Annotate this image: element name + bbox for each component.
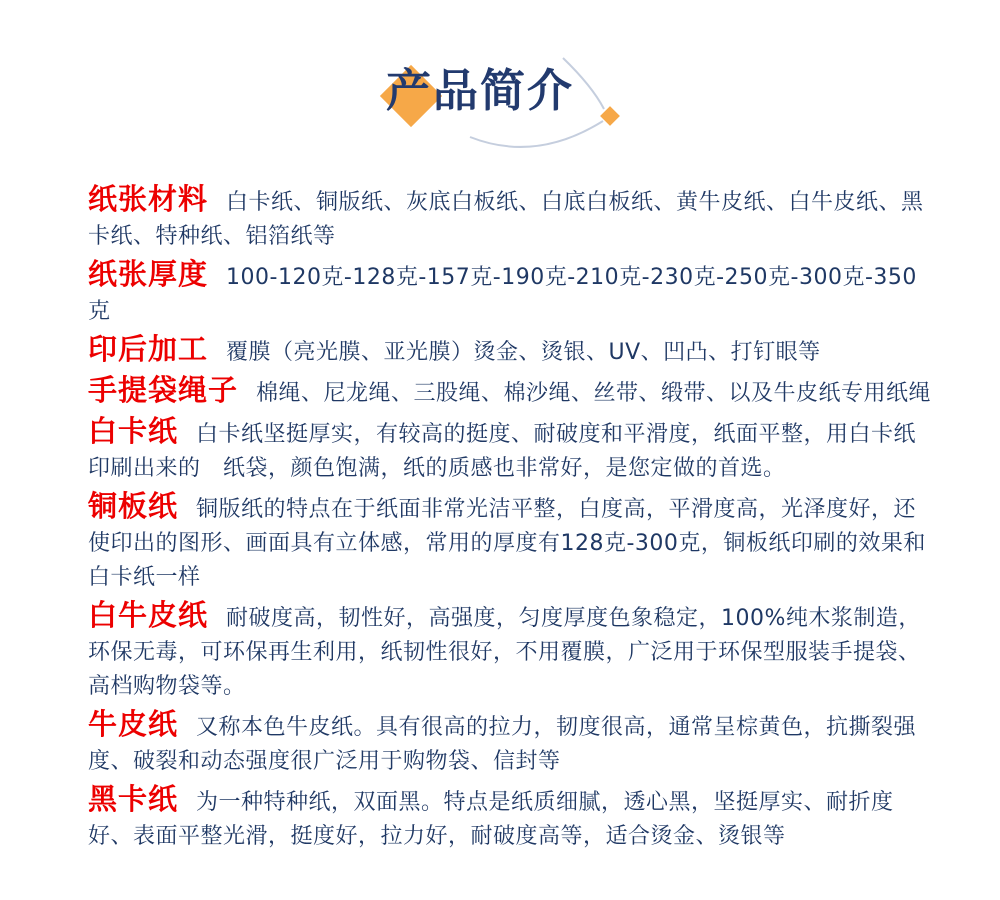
- section-body: 100-120克-128克-157克-190克-210克-230克-250克-300克-350克: [88, 265, 917, 324]
- section-heading: 白牛皮纸: [88, 598, 209, 632]
- section-body: 覆膜（亮光膜、亚光膜）烫金、烫银、UV、凹凸、打钉眼等: [226, 340, 821, 365]
- section-body: 为一种特种纸，双面黑。特点是纸质细腻，透心黑，坚挺厚实、耐折度好、表面平整光滑，挺度好，拉力好，耐破度高等，适合烫金、烫银等: [88, 790, 894, 849]
- section-body: 铜版纸的特点在于纸面非常光洁平整，白度高，平滑度高，光泽度好，还使印出的图形、画面具有立体感，常用的厚度有128克-300克，铜板纸印刷的效果和白卡纸一样: [88, 497, 926, 590]
- section-item: [88, 258, 933, 329]
- section-item: [88, 415, 933, 486]
- section-item: [88, 599, 933, 704]
- section-body: 白卡纸坚挺厚实，有较高的挺度、耐破度和平滑度，纸面平整，用白卡纸印刷出来的 纸袋，颜色饱满，纸的质感也非常好，是您定做的首选。: [88, 422, 917, 481]
- sections-list: [0, 175, 1000, 854]
- section-item: [88, 490, 933, 595]
- page-title: 产品简介: [386, 64, 575, 117]
- decor-swoosh-curve: [470, 121, 603, 147]
- section-item: [88, 783, 933, 854]
- section-body: 又称本色牛皮纸。具有很高的拉力，韧度很高，通常呈棕黄色，抗撕裂强度、破裂和动态强度很广泛用于购物袋、信封等: [88, 715, 917, 774]
- section-heading: 黑卡纸: [88, 782, 179, 816]
- section-heading: 纸张材料: [88, 182, 209, 216]
- section-item: [88, 183, 933, 254]
- section-body: 耐破度高，韧性好，高强度，匀度厚度色象稳定，100%纯木浆制造，环保无毒，可环保再生利用，纸韧性很好，不用覆膜，广泛用于环保型服装手提袋、高档购物袋等。: [88, 606, 921, 699]
- section-item: [88, 374, 933, 411]
- section-item: [88, 333, 933, 370]
- section-item: [88, 708, 933, 779]
- section-heading: 铜板纸: [88, 489, 179, 523]
- section-heading: 纸张厚度: [88, 257, 209, 291]
- section-heading: 手提袋绳子: [88, 373, 239, 407]
- section-body: 棉绳、尼龙绳、三股绳、棉沙绳、丝带、缎带、以及牛皮纸专用纸绳: [256, 381, 932, 406]
- section-heading: 牛皮纸: [88, 707, 179, 741]
- section-heading: 印后加工: [88, 332, 209, 366]
- page-header: [0, 0, 1000, 175]
- section-heading: 白卡纸: [88, 414, 179, 448]
- section-body: 白卡纸、铜版纸、灰底白板纸、白底白板纸、黄牛皮纸、白牛皮纸、黑卡纸、特种纸、铝箔纸等: [88, 190, 924, 249]
